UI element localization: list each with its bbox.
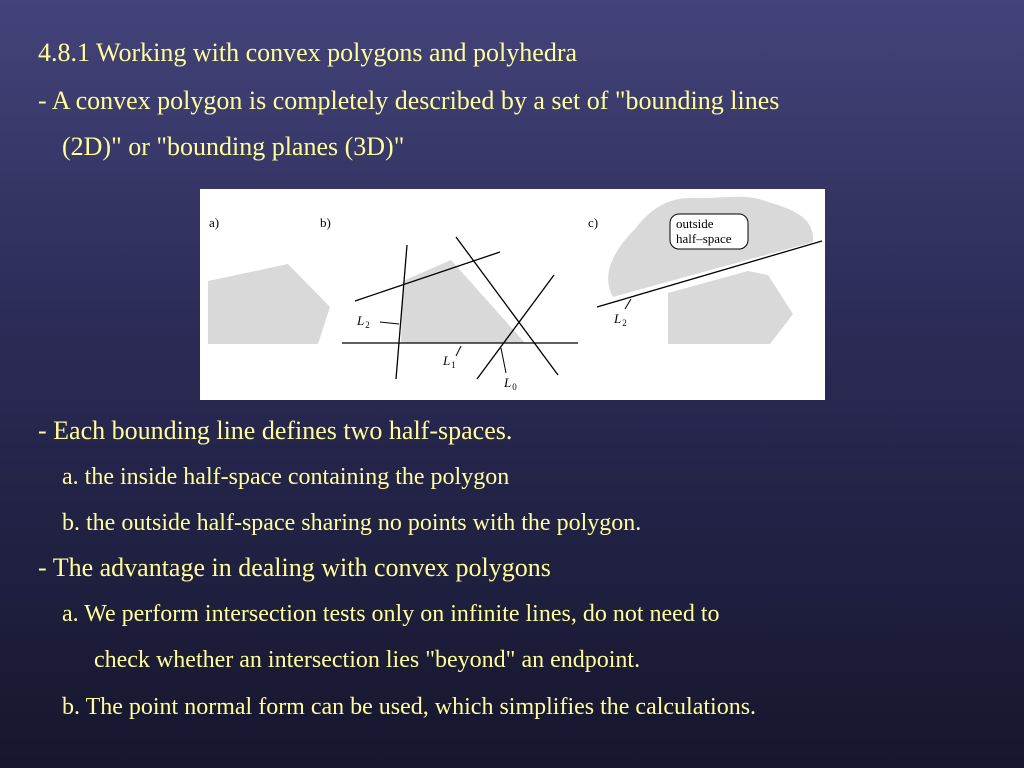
sub-intersection-tests-line2: check whether an intersection lies "beyond" an endpoint. [94, 647, 641, 673]
panel-c-label: c) [588, 215, 599, 230]
outside-label-line1: outside [676, 216, 714, 231]
panel-b-label: b) [320, 215, 331, 230]
label-L0: $L_0$ [504, 375, 517, 392]
label-L2-c: $L_2$ [614, 311, 627, 328]
convex-polygon-figure [200, 189, 825, 400]
panel-a-label: a) [209, 215, 220, 230]
bullet-advantage: - The advantage in dealing with convex polygons [38, 553, 551, 582]
panel-b-polygon [401, 260, 525, 343]
sub-point-normal-form: b. The point normal form can be used, which simplifies the calculations. [62, 694, 757, 720]
bullet-convex-polygon-line2: (2D)" or "bounding planes (3D)" [62, 132, 405, 161]
label-L1: $L_1$ [443, 353, 456, 370]
slide-title: 4.8.1 Working with convex polygons and polyhedra [38, 38, 578, 67]
panel-a-polygon [208, 264, 330, 344]
label-L2-b: $L_2$ [357, 313, 370, 330]
figure-svg [200, 189, 825, 400]
sub-outside-half-space: b. the outside half-space sharing no points with the polygon. [62, 510, 642, 536]
outside-label-line2: half–space [676, 231, 732, 246]
L2-leader-c [625, 299, 631, 309]
bullet-convex-polygon-line1: - A convex polygon is completely described by a set of "bounding lines [38, 86, 780, 115]
L0-leader [501, 348, 506, 373]
panel-c-polygon [668, 271, 793, 344]
L1-leader [456, 346, 461, 356]
L2-leader-b [380, 322, 399, 324]
sub-inside-half-space: a. the inside half-space containing the polygon [62, 464, 510, 490]
sub-intersection-tests-line1: a. We perform intersection tests only on infinite lines, do not need to [62, 601, 720, 627]
bullet-half-spaces: - Each bounding line defines two half-spaces. [38, 416, 513, 445]
